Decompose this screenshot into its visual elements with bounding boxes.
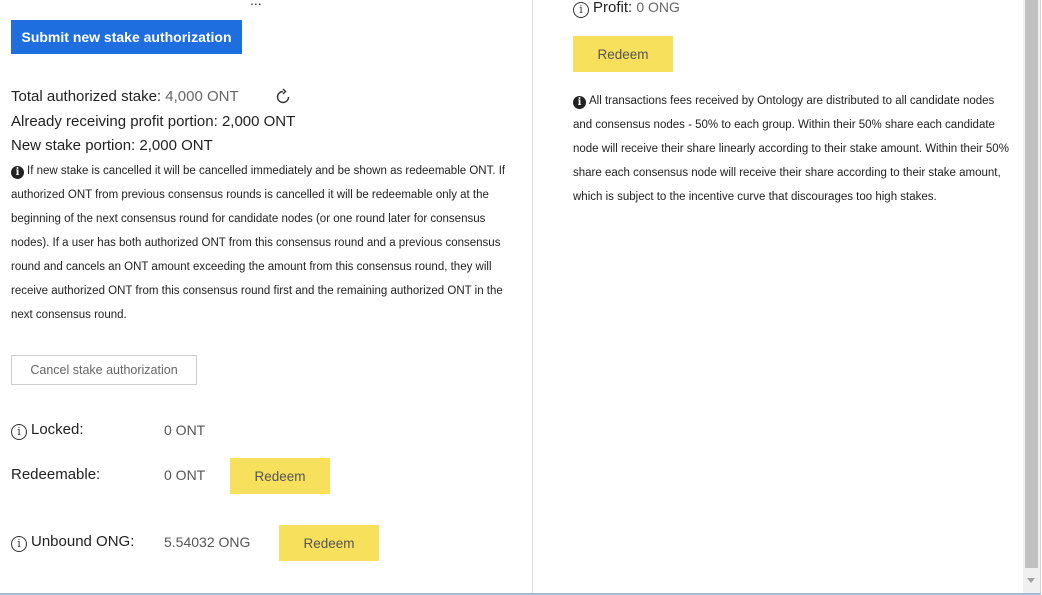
info-outline-icon[interactable]: i	[11, 536, 27, 552]
profit-row	[573, 0, 680, 18]
locked-label-text: Locked:	[31, 421, 84, 438]
profit-pane	[533, 0, 1023, 593]
redeemable-label: Redeemable:	[11, 466, 101, 483]
cancel-info-text: If new stake is cancelled it will be cancelled immediately and be shown as redeemable ONT. If authorized ONT from previous consensus rounds is cancelled it will be redeemable only at the beginning of the next consensus round for candidate nodes (or one round later for consensus nodes). If a user has both authorized ONT from this consensus round and a previous consensus round and cancels an ONT amount exceeding the amount from this consensus round, they will receive authorized ONT from this consensus round first and the remaining authorized ONT in the next consensus round.	[11, 165, 506, 321]
redeem-ont-button[interactable]: Redeem	[230, 458, 330, 494]
redeem-profit-button[interactable]: Redeem	[573, 36, 673, 72]
info-filled-icon: i	[573, 96, 586, 109]
redeemable-value: 0 ONT	[164, 467, 206, 483]
cancel-stake-authorization-button[interactable]: Cancel stake authorization	[11, 355, 197, 385]
locked-label	[11, 421, 84, 440]
total-authorized-stake-value: 4,000 ONT	[165, 88, 239, 105]
truncated-top-text: ...	[250, 0, 262, 8]
total-authorized-stake-label: Total authorized stake:	[11, 88, 162, 105]
submit-stake-authorization-button[interactable]: Submit new stake authorization	[11, 20, 242, 54]
profit-label: Profit:	[593, 0, 633, 16]
new-stake-portion: New stake portion: 2,000 ONT	[11, 137, 213, 154]
locked-value: 0 ONT	[164, 422, 206, 438]
profit-value: 0 ONG	[636, 0, 680, 15]
total-authorized-stake	[11, 88, 239, 105]
unbound-ong-label	[11, 533, 134, 552]
info-filled-icon: i	[11, 166, 24, 179]
redeem-ong-button[interactable]: Redeem	[279, 525, 379, 561]
refresh-icon[interactable]	[274, 88, 292, 106]
vertical-scrollbar[interactable]	[1023, 0, 1040, 593]
unbound-ong-value: 5.54032 ONG	[164, 534, 251, 550]
fee-distribution-text: All transactions fees received by Ontology are distributed to all candidate nodes and consensus nodes - 50% to each group. Within their 50% share each candidate node will receive their share linearly according to their stake amount. Within their 50% share each consensus node will receive their share according to their stake amount, which is subject to the incentive curve that discourages too high stakes.	[573, 95, 1009, 203]
unbound-ong-label-text: Unbound ONG:	[31, 533, 135, 550]
cancel-info-paragraph	[11, 159, 516, 327]
info-outline-icon[interactable]: i	[11, 424, 27, 440]
info-outline-icon[interactable]: i	[573, 2, 589, 18]
scrollbar-thumb[interactable]	[1025, 0, 1038, 568]
scroll-down-arrow-icon[interactable]	[1027, 578, 1035, 583]
already-receiving-profit: Already receiving profit portion: 2,000 ONT	[11, 113, 296, 130]
fee-distribution-info	[573, 89, 1013, 209]
